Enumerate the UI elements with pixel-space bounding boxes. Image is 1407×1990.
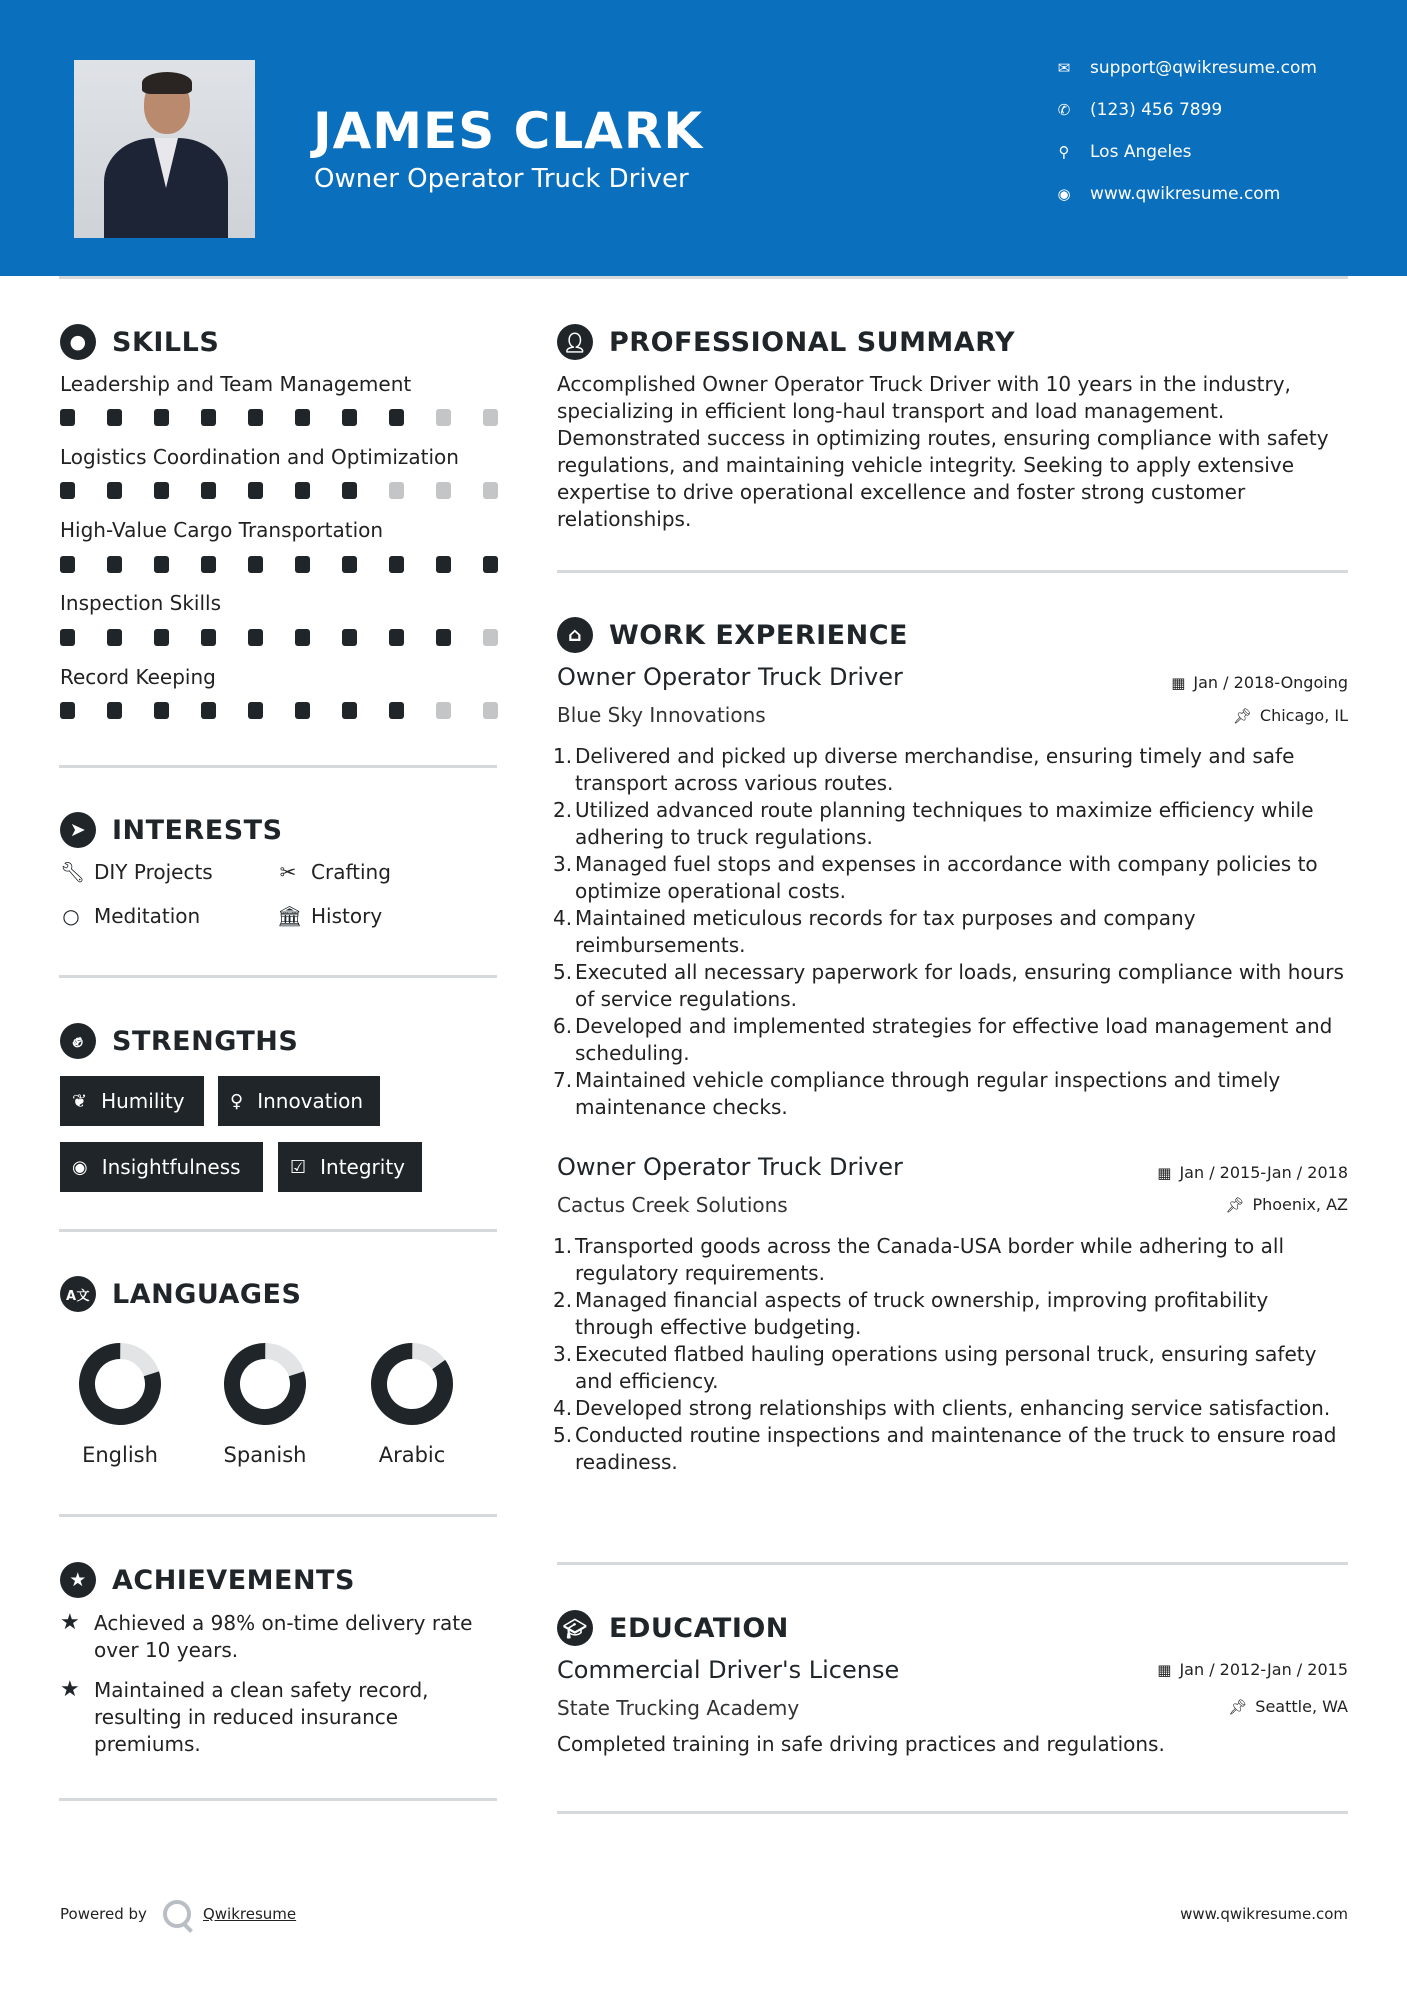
globe-icon: ◉ [1057,185,1071,203]
stars-icon: ★ [60,1610,80,1635]
strength-tag: ◉ Insightfulness [60,1142,263,1192]
pin-icon: 📌︎ [1228,1697,1248,1716]
rating-dot-filled [60,409,75,426]
achievement-item: ★ Maintained a clean safety record, resulting in reduced insurance premiums. [60,1677,429,1756]
rating-dot-filled [60,482,75,499]
star-badge-icon: ★ [60,1562,96,1598]
rating-dot-filled [342,482,357,499]
rating-dot-filled [389,409,404,426]
section-divider [59,765,497,768]
rating-dot-empty [389,482,404,499]
contact-phone[interactable]: ✆ (123) 456 7899 [1054,100,1222,120]
section-divider [59,1229,497,1232]
section-divider [557,570,1348,573]
section-divider [59,1798,497,1801]
rating-dot-filled [342,409,357,426]
skill-rating [60,556,498,573]
rating-dot-filled [107,702,122,719]
duty-item: Transported goods across the Canada-USA border while adhering to all regulatory requirements. [575,1234,1284,1285]
calendar-icon: ▦ [1157,1163,1172,1182]
candidate-name: JAMES CLARK [313,102,704,160]
duty-item: Maintained meticulous records for tax purposes and company reimbursements. [575,906,1196,957]
education-degree: Commercial Driver's License [557,1656,900,1684]
calendar-icon: ▦ [1171,673,1186,692]
wrench-icon: 🔧︎ [60,860,86,884]
job-company: Blue Sky Innovations [557,703,766,727]
job-duties [557,743,1349,1121]
check-square-icon: ☑ [290,1156,307,1178]
contact-email[interactable]: ✉ support@qwikresume.com [1054,58,1317,78]
lightbulb-icon: ● [60,324,96,360]
translate-icon: A文 [60,1276,96,1312]
header-divider [59,276,1348,279]
rating-dot-filled [248,556,263,573]
duty-item: Delivered and picked up diverse merchandise, ensuring timely and safe transport across various routes. [575,744,1295,795]
achievement-item: ★ Achieved a 98% on-time delivery rate over 10 years. [60,1610,473,1662]
skill-name: Leadership and Team Management [60,372,412,396]
section-divider [557,1562,1348,1565]
education-heading: 🎓︎ EDUCATION [557,1610,789,1646]
skill-rating [60,409,498,426]
interest-item: ✂ Crafting [277,860,391,884]
job-location: 📌︎ Chicago, IL [1232,706,1348,725]
rating-dot-filled [342,556,357,573]
skill-rating [60,629,498,646]
rating-dot-filled [389,556,404,573]
rating-dot-filled [154,702,169,719]
qwikresume-logo-icon [163,1900,191,1928]
skill-rating [60,482,498,499]
strength-tag: ☑ Integrity [278,1142,422,1192]
rating-dot-filled [248,482,263,499]
rating-dot-filled [60,702,75,719]
strengths-heading: ✊︎ STRENGTHS [60,1023,298,1059]
duty-item: Executed flatbed hauling operations using personal truck, ensuring safety and efficiency. [575,1342,1317,1393]
education-school: State Trucking Academy [557,1696,800,1720]
rating-dot-filled [295,702,310,719]
rating-dot-filled [201,409,216,426]
rating-dot-filled [201,702,216,719]
strength-tag: ♀ Innovation [218,1076,380,1126]
rating-dot-filled [154,629,169,646]
rating-dot-filled [201,556,216,573]
rating-dot-filled [295,409,310,426]
skill-name: Logistics Coordination and Optimization [60,445,459,469]
calendar-icon: ▦ [1157,1660,1172,1679]
education-dates: ▦ Jan / 2012-Jan / 2015 [1157,1660,1348,1679]
rating-dot-filled [389,629,404,646]
leaf-icon: ❦ [72,1090,88,1112]
language-name: Arabic [378,1443,446,1467]
job-duties [557,1233,1349,1476]
languages-heading: A文 LANGUAGES [60,1276,301,1312]
language-ring [223,1342,307,1426]
rating-dot-filled [201,482,216,499]
scissors-icon: ✂ [279,860,297,884]
contact-location: ⚲ Los Angeles [1054,142,1192,162]
skills-heading: ● SKILLS [60,324,219,360]
rating-dot-filled [436,629,451,646]
circle-icon: ○ [62,904,80,928]
rating-dot-filled [295,482,310,499]
rating-dot-filled [107,556,122,573]
contact-website[interactable]: ◉ www.qwikresume.com [1054,184,1280,204]
footer-website[interactable]: www.qwikresume.com [1180,1905,1348,1923]
job-dates: ▦ Jan / 2018-Ongoing [1171,673,1348,692]
language-name: English [82,1443,158,1467]
rating-dot-filled [342,702,357,719]
museum-icon: 🏛︎ [277,904,303,928]
rating-dot-filled [107,482,122,499]
rating-dot-filled [107,629,122,646]
duty-item: Maintained vehicle compliance through regular inspections and timely maintenance checks. [575,1068,1281,1119]
section-divider [59,1514,497,1517]
user-icon: 👤︎ [557,324,593,360]
language-ring [370,1342,454,1426]
duty-item: Developed and implemented strategies for effective load management and scheduling. [575,1014,1333,1065]
footer-powered-by: Powered by Qwikresume [60,1900,296,1928]
duty-item: Managed financial aspects of truck ownership, improving profitability through effective budgeting. [575,1288,1269,1339]
duty-item: Executed all necessary paperwork for loads, ensuring compliance with hours of service regulations. [575,960,1344,1011]
rating-dot-empty [483,482,498,499]
office-chair-icon: ⌂ [557,617,593,653]
summary-text: Accomplished Owner Operator Truck Driver with 10 years in the industry, specializing in efficient long-haul transport and load management. Demonstrated success in optimizing routes, ensuring compliance with safety regulations, and maintaining vehicle integrity. Seeking to apply extensive expertise to drive operational excellence and foster strong customer relationships. [557,372,1329,531]
duty-item: Developed strong relationships with clients, enhancing service satisfaction. [575,1396,1331,1420]
interest-item: 🏛︎ History [277,904,383,928]
profile-photo [74,60,255,238]
rating-dot-filled [389,702,404,719]
brand-link[interactable]: Qwikresume [202,1905,297,1923]
phone-icon: ✆ [1057,101,1071,119]
language-name: Spanish [223,1443,307,1467]
job-title: Owner Operator Truck Driver [557,663,903,691]
skill-name: Record Keeping [60,665,216,689]
eye-icon: ◉ [72,1156,88,1178]
rating-dot-filled [154,482,169,499]
resume-header [0,0,1407,276]
job-dates: ▦ Jan / 2015-Jan / 2018 [1157,1163,1348,1182]
job-title: Owner Operator Truck Driver [557,1153,903,1181]
achievements-heading: ★ ACHIEVEMENTS [60,1562,355,1598]
rating-dot-empty [483,629,498,646]
rating-dot-filled [295,629,310,646]
rating-dot-filled [60,629,75,646]
experience-heading: ⌂ WORK EXPERIENCE [557,617,908,653]
candidate-role: Owner Operator Truck Driver [314,164,689,194]
rating-dot-filled [60,556,75,573]
rating-dot-filled [107,409,122,426]
rating-dot-filled [248,409,263,426]
rating-dot-filled [483,556,498,573]
rating-dot-empty [436,409,451,426]
rating-dot-filled [436,556,451,573]
rating-dot-filled [295,556,310,573]
summary-heading: 👤︎ PROFESSIONAL SUMMARY [557,324,1015,360]
fist-icon: ✊︎ [60,1023,96,1059]
education-description: Completed training in safe driving practices and regulations. [557,1732,1165,1756]
rating-dot-filled [342,629,357,646]
duty-item: Conducted routine inspections and maintenance of the truck to ensure road readiness. [575,1423,1337,1474]
rating-dot-empty [436,702,451,719]
paper-plane-icon: ➤ [60,812,96,848]
skill-name: High-Value Cargo Transportation [60,518,384,542]
rating-dot-filled [248,629,263,646]
rating-dot-filled [248,702,263,719]
duty-item: Utilized advanced route planning techniques to maximize efficiency while adhering to truck regulations. [575,798,1314,849]
section-divider [557,1811,1348,1814]
education-location: 📌︎ Seattle, WA [1228,1697,1348,1716]
interest-item: 🔧︎ DIY Projects [60,860,213,884]
rating-dot-filled [154,556,169,573]
rating-dot-empty [436,482,451,499]
language-ring [78,1342,162,1426]
ring-fill [370,1342,454,1426]
rating-dot-empty [483,409,498,426]
pin-icon: 📌︎ [1225,1195,1245,1214]
skill-name: Inspection Skills [60,591,222,615]
interests-heading: ➤ INTERESTS [60,812,283,848]
graduate-icon: 🎓︎ [557,1610,593,1646]
rating-dot-filled [154,409,169,426]
stars-icon: ★ [60,1677,80,1702]
rating-dot-empty [483,702,498,719]
lightbulb-icon: ♀ [230,1090,244,1112]
rating-dot-filled [201,629,216,646]
location-pin-icon: ⚲ [1058,143,1070,161]
job-location: 📌︎ Phoenix, AZ [1225,1195,1348,1214]
ring-fill [78,1342,161,1425]
pin-icon: 📌︎ [1232,706,1252,725]
envelope-icon: ✉ [1057,59,1071,77]
section-divider [59,975,497,978]
strength-tag: ❦ Humility [60,1076,204,1126]
skill-rating [60,702,498,719]
ring-fill [223,1342,306,1425]
interest-item: ○ Meditation [60,904,200,928]
duty-item: Managed fuel stops and expenses in accordance with company policies to optimize operational costs. [575,852,1318,903]
job-company: Cactus Creek Solutions [557,1193,788,1217]
